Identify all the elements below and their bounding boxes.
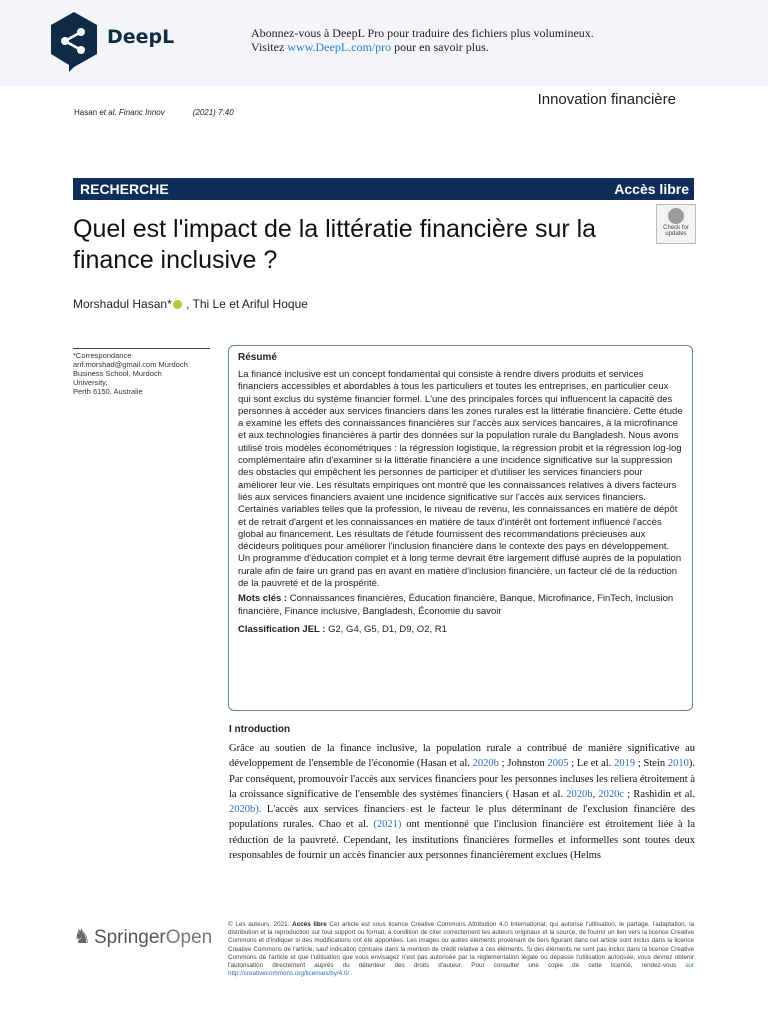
intro-text: Grâce au soutien de la finance inclusive, la population rurale a contribué de manière significative au développement de l'ensemble de l'économie (Hasan et al. [229,743,695,770]
citation-link[interactable]: 2020b). [229,804,262,816]
keywords-label: Mots clés : [238,593,290,605]
intro-text: ; Le et al. [568,758,615,770]
bookmark-icon [668,208,684,224]
citation-link[interactable]: 2005 [547,758,569,770]
intro-text: ; Rashidin et al. [624,788,696,800]
jel-classification [238,624,683,636]
citation-link[interactable]: 2020b [472,758,499,770]
intro-text: ; Johnston [498,758,548,770]
section-bar [73,178,694,200]
promo-line-1: Abonnez-vous à DeepL Pro pour traduire des fichiers plus volumineux. [251,26,594,40]
intro-text: ). Par conséquent, promouvoir l'accès aux services financiers pour les personnes incluses les reliera étroitement à la croissance significative de l'ensemble des systèmes financiers ( Hasan et al. [229,758,695,800]
open-access-label: Accès libre [614,181,689,197]
citation-year: (2021) 7:40 [192,108,234,117]
introduction-body [229,741,695,863]
license-open-access: Accès libre [292,921,327,928]
license-end: . [349,970,353,978]
other-authors: , Thi Le et Ariful Hoque [182,297,308,311]
promo-suffix: pour en savoir plus. [391,40,489,54]
check-updates-button[interactable] [656,204,696,244]
license-text [228,921,694,978]
abstract-body: La finance inclusive est un concept fondamental qui consiste à rendre divers produits et services financiers accessibles et abordables à tous les particuliers et toutes les entreprises, en particulier ceux qui sont exclus du système financier formel. L'une des principales forces qui influencent la capacité des personnes à accéder aux services financiers dans les zones rurales est la littératie financière. Cette étude a examiné les effets des connaissances financières sur l'accès aux services bancaires, à la microfinance et aux technologies financières à partir des données sur la population rurale du Bangladesh. Nous avons utilisé trois modèles économétriques : la régression logistique, la régression probit et la régression log-log complémentaire afin d'examiner si la littératie financière a une incidence significative sur la suppression des obstacles qui empêchent les personnes de participer et d'utiliser les services financiers pour améliorer leur vie. Les résultats empiriques ont montré que les connaissances relatives à divers facteurs liés aux services financiers avaient une incidence significative sur l'accès aux services financiers. Certaines variables telles que la profession, le niveau de revenu, les connaissances en matière de dépôt et de retrait d'argent et les connaissances en matière de taux d'intérêt ont fortement influencé l'accès global au financement. Les résultats de l'étude fournissent des recommandations précieuses aux décideurs politiques pour améliorer l'inclusion financière dans le contexte des pays en développement. Un programme d'éducation complet et à long terme devrait être largement diffusé auprès de la population rurale afin de faire un grand pas en avant en matière d'inclusion financière, un facteur clé de la réduction de la pauvreté et de la prospérité. [238,369,683,590]
publisher-open: Open [165,927,213,948]
citation-link[interactable]: 2019 [614,758,636,770]
introduction-heading: I ntroduction [229,724,291,735]
license-body: Cet article est sous licence Creative Commons Attribution 4.0 International, qui autorise l'utilisation, le partage, l'adaptation, la distribution et la reproduction sur tout support ou format, à condition de citer correctement les auteurs originaux et la source, de fournir un lien vers la licence Creative Commons et d'indiquer si des modifications ont été apportées. Les images ou autres éléments provenant de tiers figurant dans cet article sont inclus dans la licence Creative Commons de l'article, sauf indication contraire dans la mention de crédit relative à ces éléments. Si des éléments ne sont pas inclus dans la licence Creative Commons de l'article et que l'utilisation que vous envisagez n'est pas autorisée par la réglementation légale ou dépasse l'utilisation autorisée, vous devrez obtenir l'autorisation directement auprès du détenteur des droits d'auteur. Pour consulter une copie de cette licence, rendez-vous [228,921,694,970]
citation-link[interactable]: (2021) [373,819,402,831]
deepl-banner [0,0,768,86]
citation-link[interactable]: 2020b [566,788,593,800]
corresponding-marker: * [167,297,172,311]
orcid-icon[interactable] [173,300,182,309]
check-updates-label: Check for updates [663,225,689,237]
citation-link[interactable]: 2010 [667,758,689,770]
first-author[interactable]: Morshadul Hasan [73,297,168,311]
authors [73,297,308,311]
springer-open-logo [73,924,212,949]
keywords-list: Connaissances financières, Éducation financière, Banque, Microfinance, FinTech, Inclusion financière, Finance inclusive, Bangladesh, Économie du savoir [238,593,674,617]
publisher-name: Springer [93,927,166,948]
deepl-promo [251,26,594,54]
intro-text: , [592,788,599,800]
abstract-heading: Résumé [238,352,277,363]
abstract-box [228,345,693,711]
license-copyright: © Les auteurs, 2021. [228,921,293,928]
citation-link[interactable]: 2020c [598,788,625,800]
journal-title: Innovation financière [537,91,676,108]
paper-title: Quel est l'impact de la littératie financière sur la finance inclusive ? [73,215,597,274]
citation [74,108,234,117]
intro-text: ; Stein [635,758,668,770]
intro-text: ont mentionné que l'inclusion financière est étroitement liée à la réduction de la pauvreté. Cependant, les institutions financières formelles et informelles sont toutes deux responsables de fournir un accès financier aux personnes financièrement exclues (Helms [229,819,695,862]
deepl-logo-icon [47,10,101,72]
keywords [238,593,683,618]
correspondence-text: *Correspondance arif.morshad@gmail.com Murdoch Business School, Murdoch University, Perth 6150, Australie [73,351,188,396]
correspondence [73,348,210,396]
license-link[interactable]: sur http://creativecommons.org/licenses/by/4.0/ [228,962,694,978]
springer-horse-icon: ♞ [73,926,91,948]
deepl-pro-link[interactable]: www.DeepL.com/pro [287,40,392,54]
promo-line-2 [251,40,594,54]
deepl-brand: DeepL [107,26,175,48]
citation-journal: et al. Financ Innov [97,108,165,117]
section-label: RECHERCHE [80,181,169,197]
citation-author: Hasan [74,108,98,117]
jel-codes: G2, G4, G5, D1, D9, O2, R1 [328,623,447,635]
intro-text: L'accès aux services financiers est le facteur le plus déterminant de l'exclusion financière des populations rurales. Chao et al. [229,804,695,831]
jel-label: Classification JEL : [238,623,329,635]
promo-prefix: Visitez [251,40,288,54]
